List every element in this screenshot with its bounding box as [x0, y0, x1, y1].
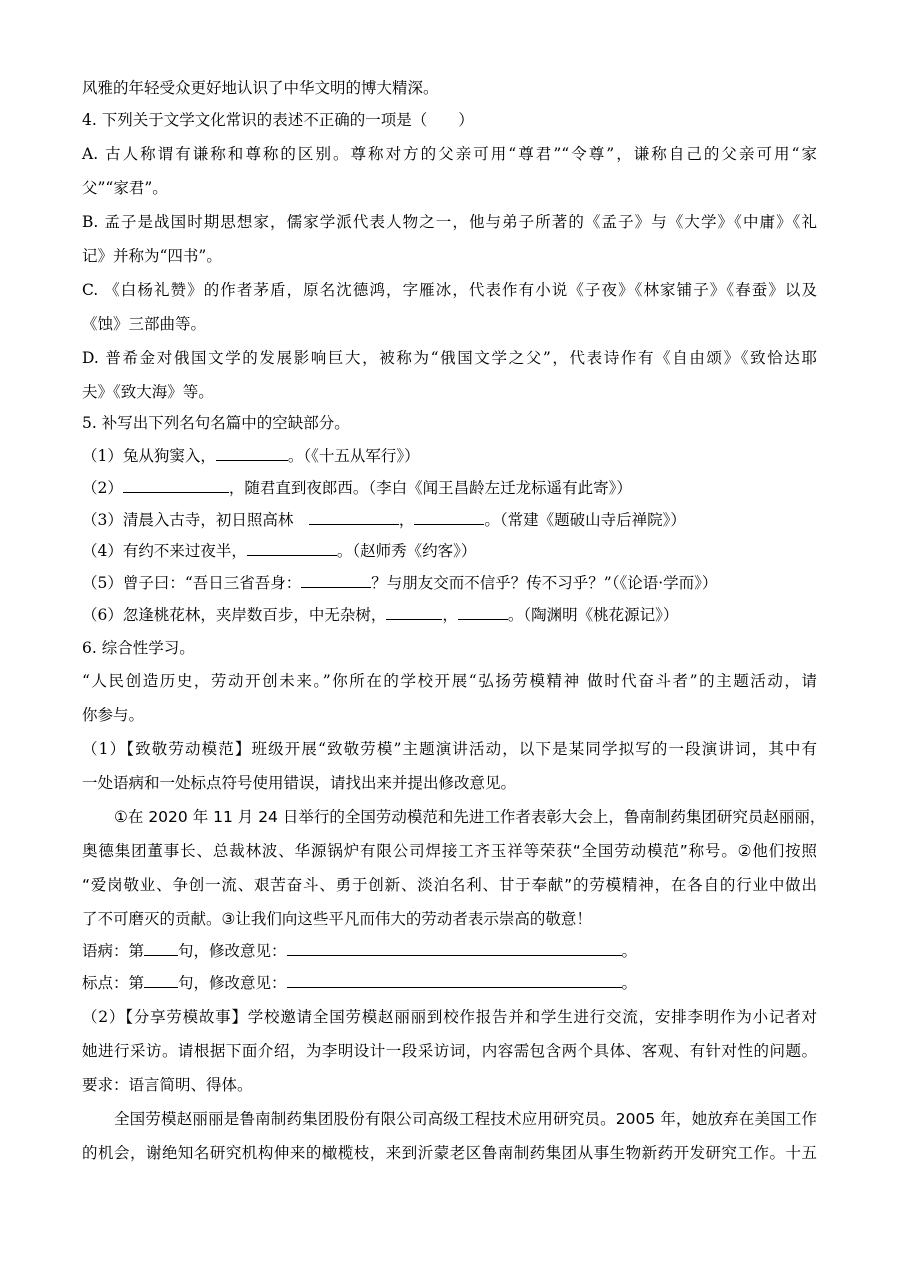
answer-period: 。: [621, 974, 638, 992]
speech-paragraph: ①在 2020 年 11 月 24 日举行的全国劳动模范和先进工作者表彰大会上，鲁南制药集团研究员赵丽丽，: [114, 808, 826, 826]
question-6-stem: 6. 综合性学习。: [82, 639, 195, 657]
q5-6-source: 。（陶渊明《桃花源记》）: [507, 606, 679, 624]
q4-option-c-cont: 《蚀》三部曲等。: [82, 315, 207, 333]
q6-sub-2-requirement: 要求：语言简明、得体。: [82, 1076, 253, 1094]
answer-blank[interactable]: [301, 573, 371, 588]
q5-item-1: [82, 446, 420, 466]
answer-blank[interactable]: [123, 478, 229, 493]
q5-item-4: [82, 541, 476, 561]
q5-item-2: [82, 478, 632, 498]
answer-label: 语病：第: [82, 942, 145, 960]
q5-6-text: （6）忽逢桃花林，夹岸数百步，中无杂树，: [82, 606, 387, 624]
q6-intro-cont: 你参与。: [82, 706, 145, 724]
q5-5-text: （5）曾子曰：“吾日三省吾身：: [82, 574, 302, 592]
q5-1-text: （1）兔从狗窦入，: [82, 447, 216, 465]
question-5-stem: 5. 补写出下列名句名篇中的空缺部分。: [82, 414, 350, 432]
speech-paragraph: 奥德集团董事长、总裁林波、华源锅炉有限公司焊接工齐玉祥等荣获“全国劳动模范”称号。②他们按照: [82, 842, 817, 860]
q4-option-b-cont: 记》并称为“四书”。: [82, 247, 222, 265]
q4-option-a: A. 古人称谓有谦称和尊称的区别。尊称对方的父亲可用“尊君”“令尊”，谦称自己的父亲可用“家: [82, 145, 817, 163]
q5-item-5: [82, 573, 717, 593]
sentence-number-blank[interactable]: [144, 973, 178, 988]
text-line: 风雅的年轻受众更好地认识了中华文明的博大精深。: [82, 79, 439, 97]
speech-paragraph: “爱岗敬业、争创一流、艰苦奋斗、勇于创新、淡泊名利、甘于奉献”的劳模精神，在各自的行业中做出: [82, 876, 817, 894]
q4-option-b: B. 孟子是战国时期思想家，儒家学派代表人物之一，他与弟子所著的《孟子》与《大学》《中庸》《礼: [82, 213, 817, 231]
q6-sub-1: （1）【致敬劳动模范】班级开展“致敬劳模”主题演讲活动，以下是某同学拟写的一段演讲词，其中有: [82, 740, 817, 758]
revision-blank[interactable]: [287, 973, 622, 988]
q5-6-comma: ，: [442, 606, 458, 624]
q6-intro: “人民创造历史，劳动开创未来。”你所在的学校开展“弘扬劳模精神 做时代奋斗者”的主题活动，请: [82, 672, 817, 690]
q5-4-source: 。（赵师秀《约客》）: [336, 542, 477, 560]
answer-label: 句，修改意见：: [178, 942, 287, 960]
q4-option-d: D. 普希金对俄国文学的发展影响巨大，被称为“俄国文学之父”，代表诗作有《自由颂》《致恰达耶: [82, 349, 817, 367]
profile-paragraph: 全国劳模赵丽丽是鲁南制药集团股份有限公司高级工程技术应用研究员。2005 年，她放弃在美国工作: [114, 1110, 817, 1128]
q6-sub-2: （2）【分享劳模故事】学校邀请全国劳模赵丽丽到校作报告并和学生进行交流，安排李明作为小记者对: [82, 1008, 817, 1026]
q5-3-comma: ，: [398, 511, 415, 529]
q5-3-text: （3）清晨入古寺，初日照高林: [82, 511, 309, 529]
q5-item-6: [82, 605, 678, 625]
q5-1-source: 。（《十五从军行》）: [287, 447, 420, 465]
q5-5-source: ？与朋友交而不信乎？传不习乎？”（《论语·学而》）: [371, 574, 718, 592]
question-4-stem: 4. 下列关于文学文化常识的表述不正确的一项是（ ）: [82, 111, 474, 129]
answer-blank[interactable]: [247, 541, 337, 556]
answer-blank[interactable]: [414, 510, 484, 525]
q4-option-d-cont: 夫》《致大海》等。: [82, 383, 214, 401]
answer-period: 。: [621, 942, 638, 960]
answer-label: 标点：第: [82, 974, 145, 992]
profile-paragraph: 的机会，谢绝知名研究机构伸来的橄榄枝，来到沂蒙老区鲁南制药集团从事生物新药开发研究工作。十五: [82, 1144, 817, 1162]
answer-blank[interactable]: [216, 446, 288, 461]
sentence-number-blank[interactable]: [144, 941, 178, 956]
answer-grammar-line: [82, 941, 637, 961]
q5-2-num: （2）: [82, 479, 123, 497]
q6-sub-1-cont: 一处语病和一处标点符号使用错误，请找出来并提出修改意见。: [82, 774, 517, 792]
revision-blank[interactable]: [287, 941, 622, 956]
speech-paragraph: 了不可磨灭的贡献。③让我们向这些平凡而伟大的劳动者表示崇高的敬意！: [82, 910, 592, 928]
q5-item-3: [82, 510, 686, 530]
answer-label: 句，修改意见：: [178, 974, 287, 992]
q5-3-source: 。（常建《题破山寺后禅院》）: [484, 511, 686, 529]
q6-sub-2-cont: 她进行采访。请根据下面介绍，为李明设计一段采访词，内容需包含两个具体、客观、有针对性的问题。: [82, 1042, 817, 1060]
answer-punctuation-line: [82, 973, 637, 993]
q4-option-a-cont: 父”“家君”。: [82, 179, 168, 197]
q5-4-text: （4）有约不来过夜半，: [82, 542, 247, 560]
q5-2-text: ，随君直到夜郎西。（李白《闻王昌龄左迁龙标遥有此寄》）: [228, 479, 632, 497]
answer-blank[interactable]: [309, 510, 399, 525]
q4-option-c: C. 《白杨礼赞》的作者茅盾，原名沈德鸿，字雁冰，代表作有小说《子夜》《林家铺子》《春蚕》以及: [82, 281, 817, 299]
answer-blank[interactable]: [386, 605, 442, 620]
answer-blank[interactable]: [458, 605, 508, 620]
